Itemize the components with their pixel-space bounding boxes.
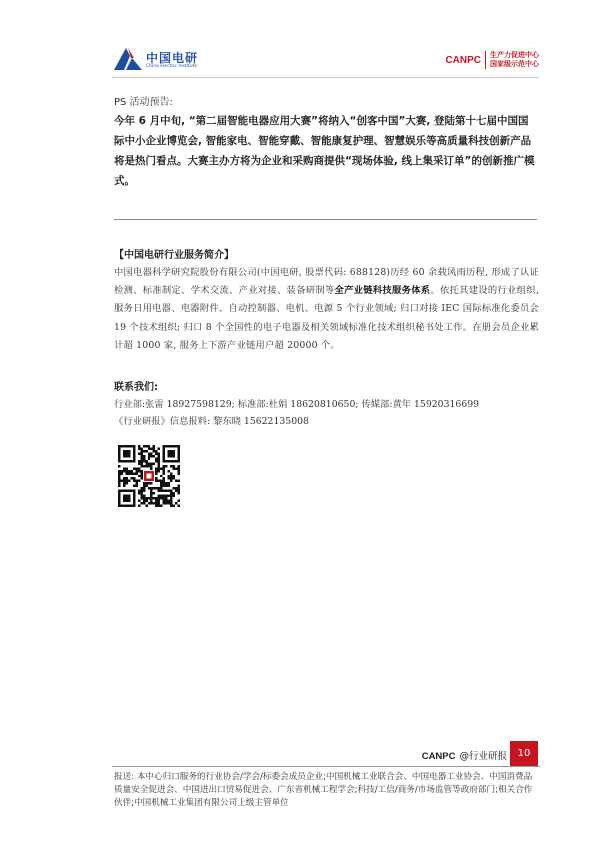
qr-code-icon (118, 445, 180, 507)
canpc-divider (485, 51, 486, 69)
ps-title: PS 活动预告: (114, 97, 173, 108)
china-electric-logo (112, 44, 212, 76)
canpc-logo (445, 48, 539, 72)
logo-mark-icon (112, 44, 144, 72)
footer-note: 报送: 本中心归口服务的行业协会/学会/标委会成员企业;中国机械工业联合会、中国电器工业协会、中国消费品质量安全促进会、中国进出口贸易促进会、广东省机械工程学会;科技/工信/商务/市场监管等政府部门;相关合作伙伴;中国机械工业集团有限公司上级主管单位 (114, 772, 533, 808)
intro-text-1: 中国电器科学研究院股份有限公司(中国电研, 股票代码: 688128)历经 60 余载风雨历程, 形成了认证检测、标准制定、学术交流、产业对接、装备研制等 (114, 267, 539, 297)
logo-cn-text: 中国电研 (146, 51, 199, 65)
footer-brand-rest: @行业研报 (459, 751, 507, 762)
intro-paragraph (114, 264, 539, 355)
section-divider (114, 219, 537, 220)
intro-text-bold: 全产业链科技服务体系 (334, 285, 431, 297)
canpc-line2: 国家级示范中心 (490, 60, 539, 68)
intro-text-2: 。依托其建设的行业组织, 服务日用电器、电器附件、自动控制器、电机、电源 5 个行业领域; 归口对接 IEC 国际标准化委员会 19 个技术组织; 归口 8 个全国性的电子电器及相关领域标准化技术组织秘书处工作。在册会员企业累计超 1000 家, 服务上下游产业链用户超 20000 个。 (114, 285, 539, 351)
intro-title: 【中国电研行业服务简介】 (114, 250, 234, 261)
logo-en-text: China Electric Institute (146, 64, 198, 69)
canpc-text: CANPC (445, 54, 481, 66)
canpc-subtitle (490, 51, 539, 69)
contact-line-1: 行业部:张雷 18927598129; 标准部:杜娟 18620810650; 传媒部:黄年 15920316699 (114, 399, 480, 410)
header-rule (112, 77, 539, 78)
contact-line-2: 《行业研报》信息报料: 黎东晓 15622135008 (114, 416, 309, 427)
footer-brand-bold: CANPC (421, 751, 456, 762)
footer-brand (422, 748, 507, 762)
footer-rule (112, 766, 540, 767)
contact-title: 联系我们: (114, 382, 158, 393)
page-number: 10 (510, 741, 538, 766)
ps-body: 今年 6 月中旬, “第二届智能电器应用大赛”将纳入“创客中国”大赛, 登陆第十七届中国国际中小企业博览会, 智能家电、智能穿戴、智能康复护理、智慧娱乐等高质量科技创新产品将是热门看点。大赛主办方将为企业和采购商提供“现场体验, 线上集采订单”的创新推广模式。 (114, 115, 535, 187)
canpc-line1: 生产力促进中心 (490, 51, 539, 59)
